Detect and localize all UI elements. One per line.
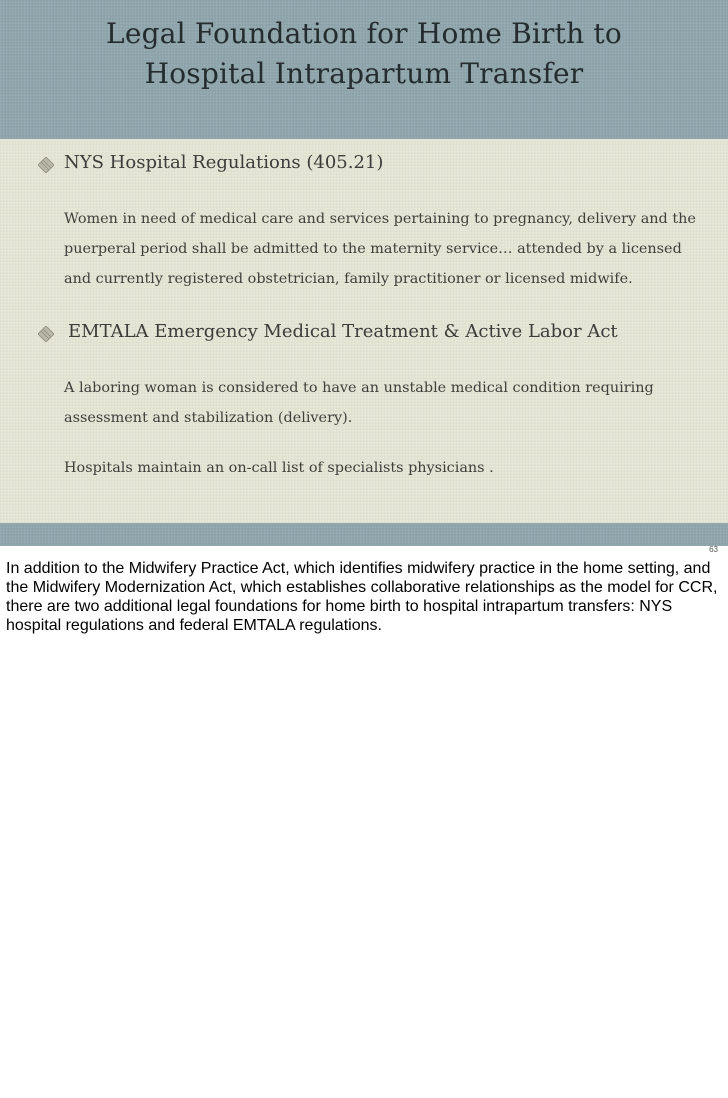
- section-heading-nys: NYS Hospital Regulations (405.21): [64, 152, 384, 173]
- diamond-bullet-icon: [38, 157, 54, 173]
- section-paragraph-emtala-1: A laboring woman is considered to have an unstable medical condition requiring assessment and stabilization (delivery).: [64, 380, 654, 426]
- slide-title-line-2: Hospital Intrapartum Transfer: [144, 57, 584, 90]
- diamond-bullet-icon: [38, 326, 54, 342]
- section-paragraph-nys: Women in need of medical care and services pertaining to pregnancy, delivery and the puerperal period shall be admitted to the maternity service… attended by a licensed and currently registered obstetrician, family practitioner or licensed midwife.: [64, 211, 696, 287]
- speaker-notes: In addition to the Midwifery Practice Act, which identifies midwifery practice in the home setting, and the Midwifery Modernization Act, which establishes collaborative relationships as the model for CCR, there are two additional legal foundations for home birth to hospital intrapartum transfers: NYS hospital regulations and federal EMTALA regulations.: [6, 560, 718, 634]
- section-heading-emtala: EMTALA Emergency Medical Treatment & Active Labor Act: [68, 321, 618, 342]
- slide-number: 63: [709, 545, 718, 554]
- slide: [0, 0, 728, 546]
- slide-title: [0, 14, 728, 94]
- slide-title-line-1: Legal Foundation for Home Birth to: [106, 17, 622, 50]
- section-paragraph-emtala-2: Hospitals maintain an on-call list of specialists physicians .: [64, 460, 494, 476]
